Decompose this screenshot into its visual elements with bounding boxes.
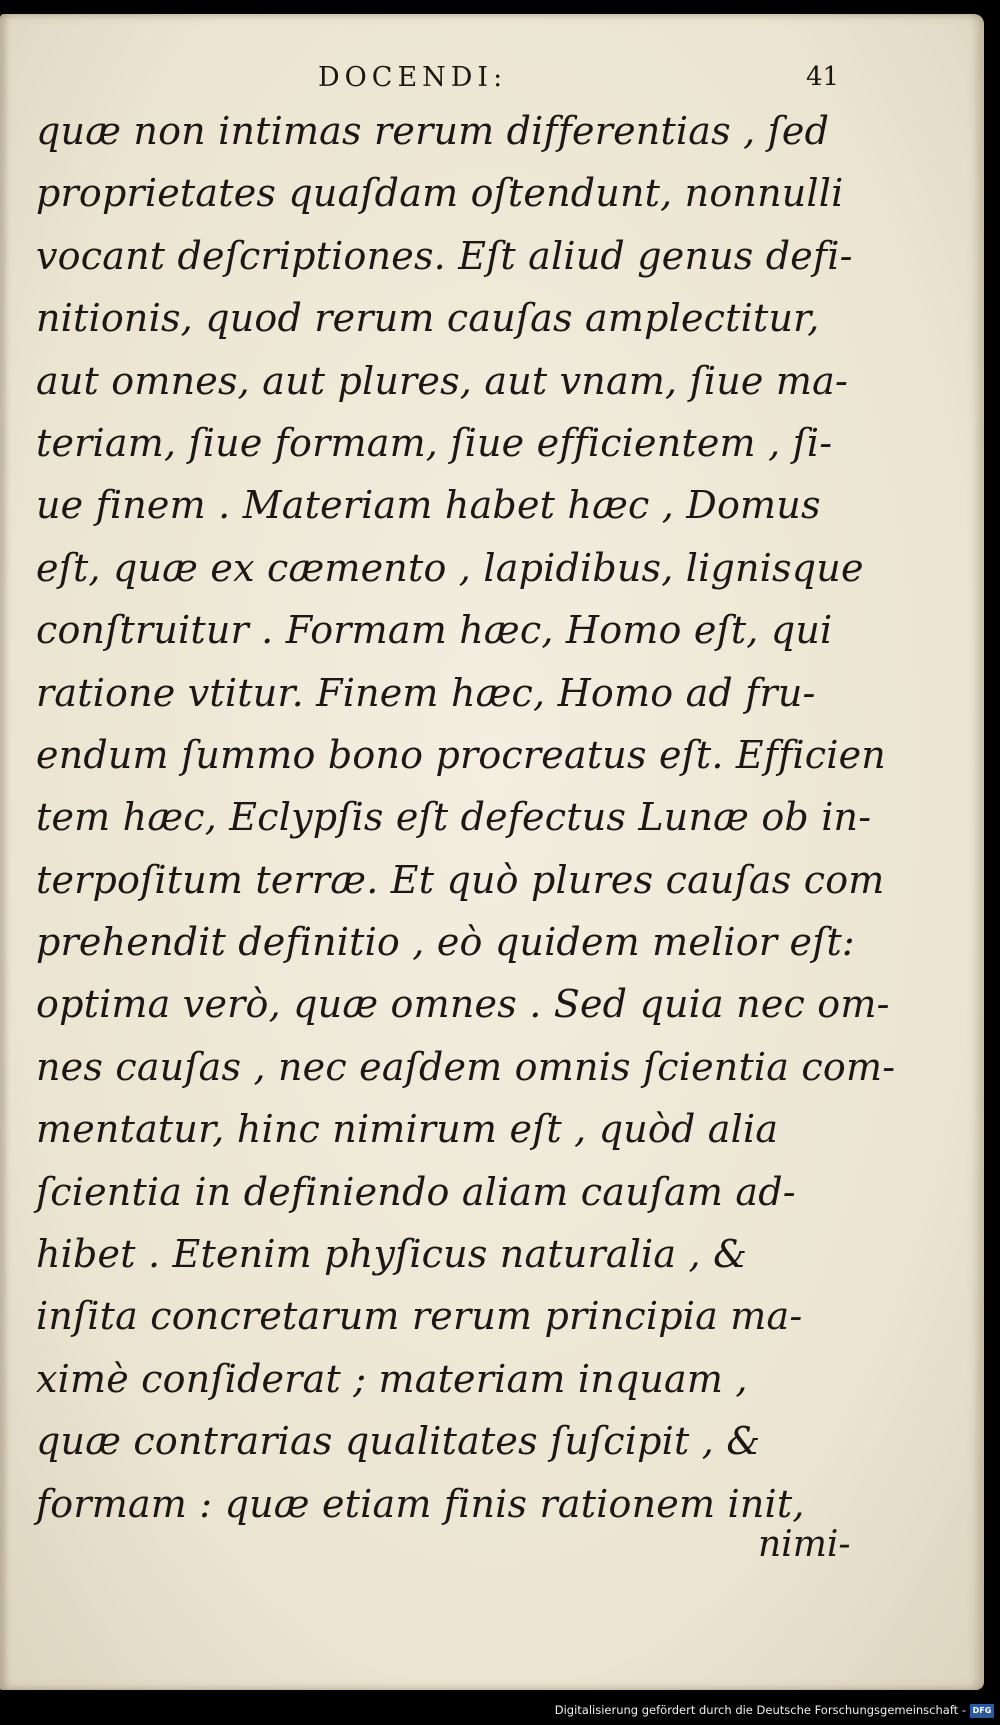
book-page [0, 14, 984, 1690]
text-line: mentatur, hinc nimirum eſt , quòd alia [36, 1107, 779, 1152]
text-line: ximè conſiderat ; materiam inquam , [36, 1356, 748, 1401]
text-line: ue finem . Materiam habet hæc , Domus [36, 483, 821, 528]
page-number: 41 [806, 62, 840, 92]
dfg-logo-icon: DFG [970, 1704, 994, 1718]
digitization-footer [0, 1700, 1000, 1725]
text-line: nitionis, quod rerum cauſas amplectitur, [36, 296, 820, 341]
funding-credit: Digitalisierung gefördert durch die Deutsche Forschungsgemeinschaft - [554, 1703, 966, 1717]
text-line: endum ſummo bono procreatus eſt. Efficien [36, 732, 886, 777]
running-title: DOCENDI: [318, 62, 508, 93]
text-line: quæ non intimas rerum differentias , ſed [36, 109, 830, 153]
text-line: tem hæc, Eclypſis eſt defectus Lunæ ob in- [36, 795, 872, 840]
text-line: nes cauſas , nec eaſdem omnis ſcientia com- [36, 1044, 896, 1089]
text-line: hibet . Etenim phyſicus naturalia , & [36, 1232, 748, 1277]
text-line: teriam, ſiue formam, ſiue efficientem , ſi- [36, 420, 833, 465]
text-line: ſcientia in definiendo aliam cauſam ad- [36, 1169, 796, 1214]
text-line: terpoſitum terræ. Et quò plures cauſas com [36, 857, 885, 902]
body-text [36, 100, 896, 1535]
text-line: vocant deſcriptiones. Eſt aliud genus defi- [36, 233, 853, 278]
text-line: proprietates quaſdam oſtendunt, nonnulli [36, 171, 844, 216]
page-header [0, 62, 984, 102]
catchword: nimi- [758, 1524, 851, 1565]
text-line: eſt, quæ ex cæmento , lapidibus, lignisque [36, 545, 864, 590]
text-line: prehendit definitio , eò quidem melior eſt: [36, 920, 855, 965]
text-line: quæ contrarias qualitates ſuſcipit , & [36, 1419, 761, 1464]
text-line: formam : quæ etiam finis rationem init, [36, 1481, 805, 1526]
text-line: inſita concretarum rerum principia ma- [36, 1294, 803, 1339]
text-line: optima verò, quæ omnes . Sed quia nec om- [36, 982, 890, 1027]
text-line: ratione vtitur. Finem hæc, Homo ad fru- [36, 670, 816, 715]
text-line: aut omnes, aut plures, aut vnam, ſiue ma- [36, 358, 849, 403]
text-line: conſtruitur . Formam hæc, Homo eſt, qui [36, 608, 833, 653]
